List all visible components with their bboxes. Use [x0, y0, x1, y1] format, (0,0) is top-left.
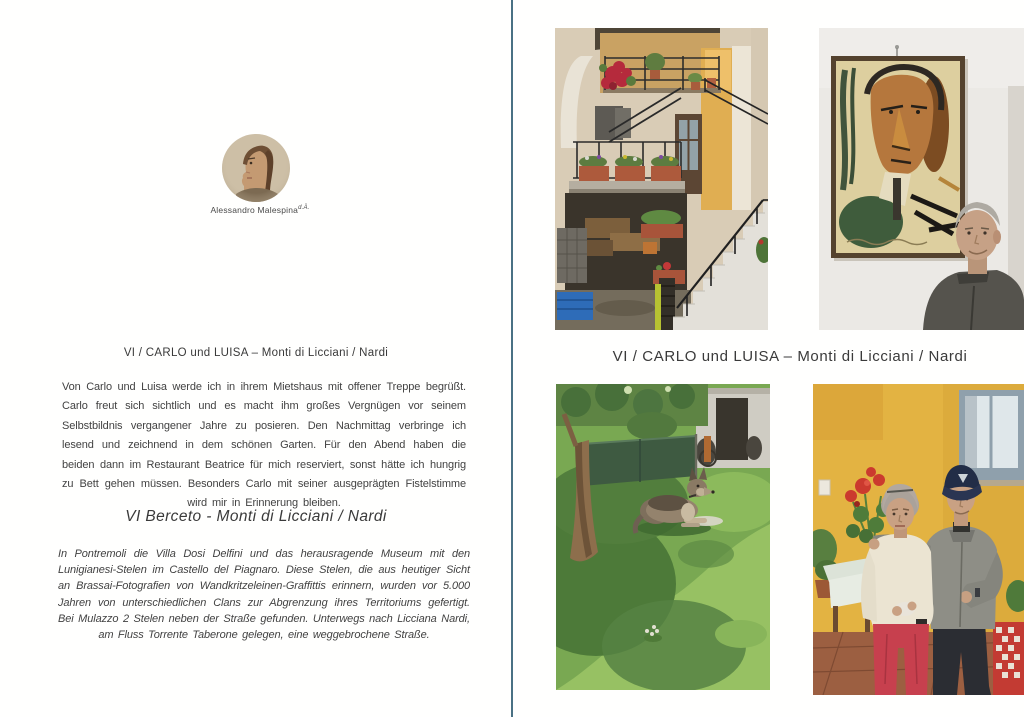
photo-row-caption: VI / CARLO und LUISA – Monti di Licciani / Nardi: [612, 348, 968, 365]
portrait-caption-superscript: d.Ä.: [298, 205, 310, 212]
section-subheading: VI Berceto - Monti di Licciani / Nardi: [125, 508, 387, 525]
garden-art: [556, 384, 770, 690]
garden-dog-photo: [556, 384, 770, 690]
portrait-image: [222, 134, 290, 202]
courtyard-art: [555, 28, 768, 330]
chapter-paragraph: Von Carlo und Luisa werde ich in ihrem Mietshaus mit offener Treppe begrüßt. Carlo freut sich sichtlich und es macht ihm großes Vergnügen vor seinem Selbstbildnis vergangener Jahre zu posieren. Den Nachmittag verbringe ich lesend und zeichnend in dem schönen Garten. Für den Abend haben die beiden dann im Restaurant Beatrice für mich reserviert, sonst hätte ich hungrig zu Bett gehen müssen. Besonders Carlo mit seiner ausgeprägten Fistelstimme wird mir in Erinnerung bleiben.: [62, 381, 466, 510]
right-page: [512, 0, 1024, 717]
portrait-caption: [140, 205, 380, 215]
portrait-caption-text: Alessandro Malespina: [210, 205, 299, 215]
courtyard-staircase-photo: [555, 28, 768, 330]
chapter-heading: VI / CARLO und LUISA – Monti di Licciani / Nardi: [123, 347, 389, 359]
elderly-couple-photo: [813, 384, 1024, 695]
left-page: [0, 0, 511, 717]
portrait-art: [222, 134, 290, 202]
man-with-self-portrait-photo: [819, 28, 1024, 330]
couple-art: [813, 384, 1024, 695]
section-subparagraph: In Pontremoli die Villa Dosi Delfini und das herausragende Museum mit den Lunigianesi-Stelen im Castello del Piagnaro. Diese Stelen, die aus heutiger Sicht an Brassai-Fotografien von Wandkritzeleinen-Graffittis erinnern, wurden vor 5.000 Jahren von unterschiedlichen Clans zur Abgrenzung ihres Territoriums gefertigt. Bei Mulazzo 2 Stelen neben der Straße gefunden. Unterwegs nach Licciana Nardi, am Fluss Torrente Taberone gelegen, eine weggebrochene Straße.: [58, 548, 470, 642]
man-painting-art: [819, 28, 1024, 330]
